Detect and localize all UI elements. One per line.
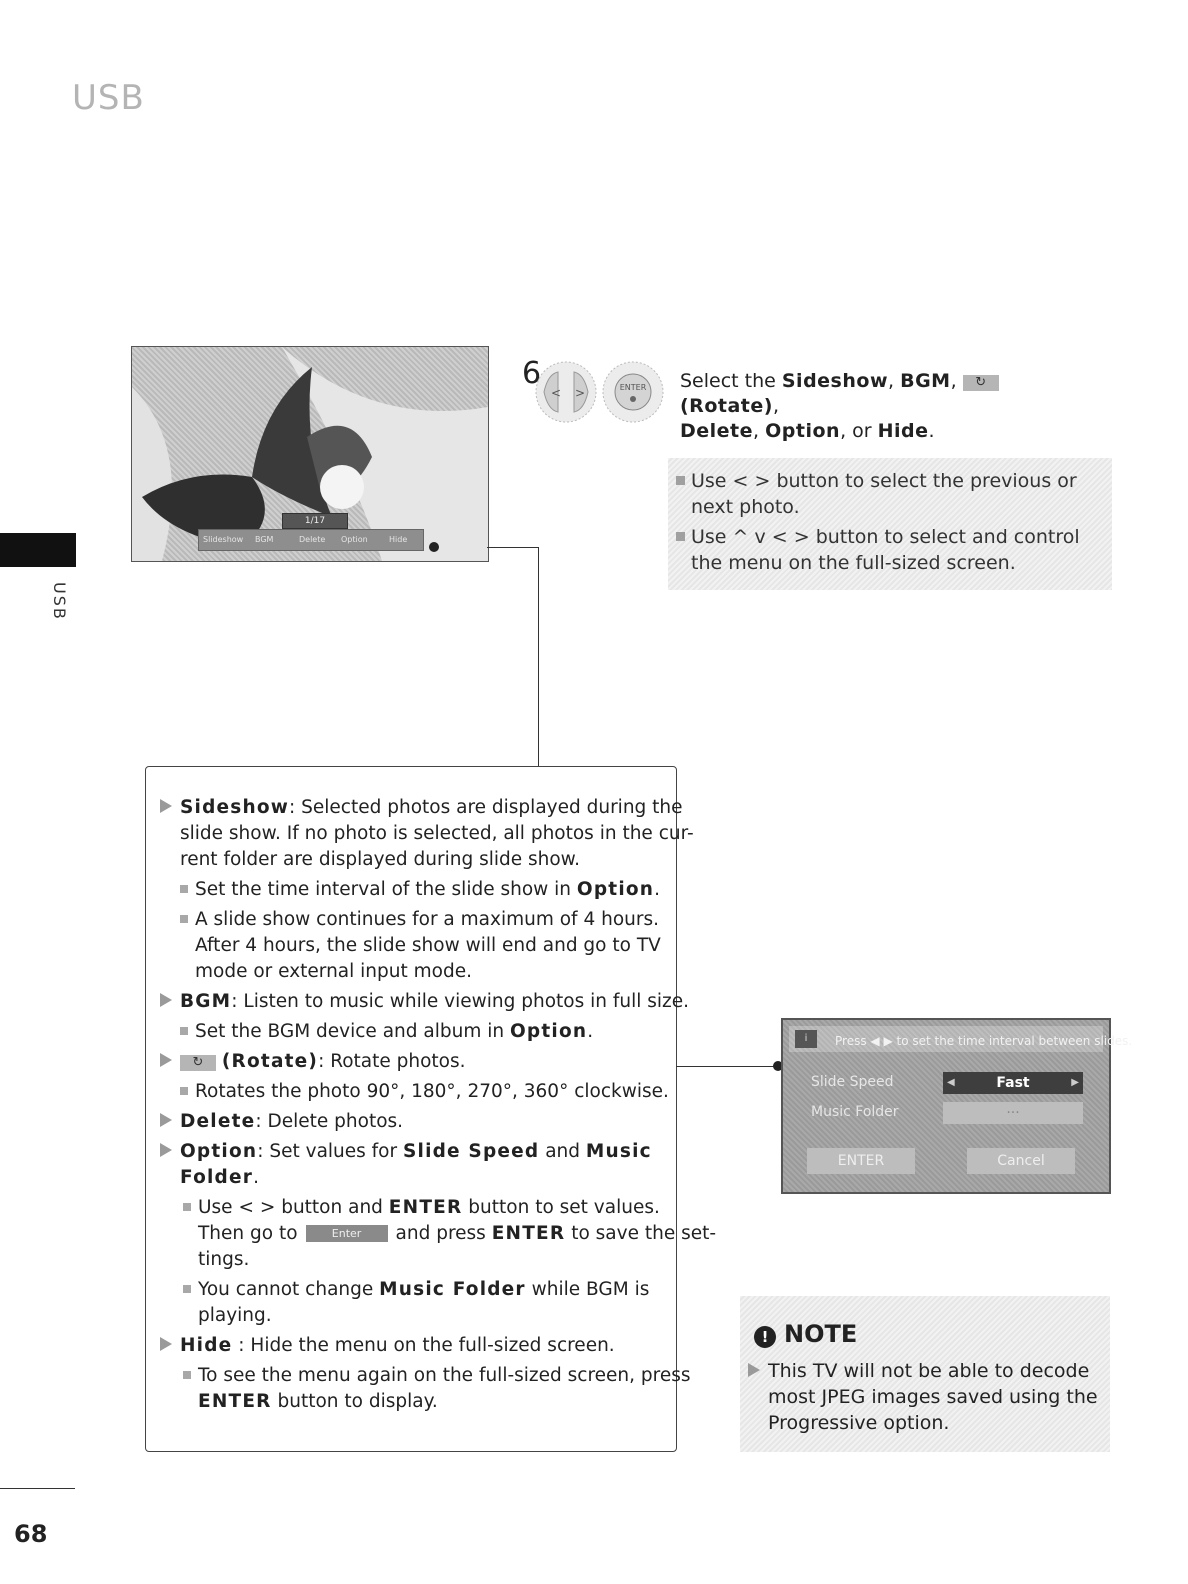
step-number: 6 xyxy=(522,356,542,391)
tip-2-line-1: Use ^ v < > button to select and control xyxy=(676,526,1080,548)
hide-item: Hide : Hide the menu on the full-sized screen. xyxy=(160,1335,615,1356)
music-folder-field[interactable]: ··· xyxy=(943,1102,1083,1124)
bullet-square-icon xyxy=(676,532,685,541)
arrow-bullet-icon xyxy=(160,1337,172,1351)
photo-counter: 1/17 xyxy=(282,513,348,529)
photo-preview xyxy=(131,346,489,562)
step-period: . xyxy=(928,420,935,442)
bullet-square-icon xyxy=(676,476,685,485)
step-instruction xyxy=(680,369,1080,444)
sideshow-line-3: rent folder are displayed during slide show. xyxy=(180,849,580,870)
note-line-2: most JPEG images saved using the xyxy=(768,1386,1098,1408)
option-dialog xyxy=(781,1018,1133,1194)
note-icon: ! xyxy=(754,1326,776,1348)
info-icon: i xyxy=(795,1030,817,1048)
cancel-button[interactable]: Cancel xyxy=(967,1148,1075,1174)
sideshow-item: Sideshow: Selected photos are displayed during the xyxy=(160,797,683,818)
option-note-1: Use < > button and ENTER button to set values. xyxy=(183,1197,660,1218)
enter-key-icon: Enter xyxy=(306,1225,388,1242)
slide-speed-label: Slide Speed xyxy=(811,1074,894,1090)
bullet-square-icon xyxy=(180,1027,188,1035)
rotate-icon: ↻ xyxy=(963,375,999,391)
step-sep-4: , xyxy=(753,420,766,442)
tip-1-line-1: Use < > button to select the previous or xyxy=(676,470,1077,492)
page-number: 68 xyxy=(14,1520,48,1548)
callout-line xyxy=(487,547,539,548)
tip-2-line-2: the menu on the full-sized screen. xyxy=(691,552,1016,574)
left-right-buttons-icon xyxy=(534,360,598,424)
tip-1-line-2: next photo. xyxy=(691,496,800,518)
sideshow-note-2: A slide show continues for a maximum of 4 hours. xyxy=(180,909,659,930)
step-kw-hide: Hide xyxy=(877,420,929,442)
step-kw-sideshow: Sideshow xyxy=(781,370,888,392)
option-note-2: You cannot change Music Folder while BGM is xyxy=(183,1279,649,1300)
arrow-bullet-icon xyxy=(160,1053,172,1067)
callout-line-vertical xyxy=(538,547,539,767)
note-line-1: This TV will not be able to decode xyxy=(748,1360,1089,1382)
slide-speed-selector[interactable] xyxy=(943,1072,1083,1094)
sideshow-note-1: Set the time interval of the slide show in Option. xyxy=(180,879,660,900)
menu-item-option[interactable]: Option xyxy=(341,535,368,544)
callout-dot xyxy=(429,542,439,552)
option-line-2: Folder. xyxy=(180,1167,259,1188)
option-item: Option: Set values for Slide Speed and Music xyxy=(160,1141,652,1162)
step-text-prefix: Select the xyxy=(680,370,782,392)
bgm-note-1: Set the BGM device and album in Option. xyxy=(180,1021,593,1042)
menu-item-hide[interactable]: Hide xyxy=(389,535,408,544)
bullet-square-icon xyxy=(180,885,188,893)
option-note-1-line-3: tings. xyxy=(198,1249,250,1270)
bullet-square-icon xyxy=(180,915,188,923)
arrow-bullet-icon xyxy=(160,799,172,813)
page-number-rule xyxy=(0,1488,75,1489)
bullet-square-icon xyxy=(183,1371,191,1379)
hide-note-1-line-2: ENTER button to display. xyxy=(198,1391,438,1412)
sideshow-line-2: slide show. If no photo is selected, all photos in the cur- xyxy=(180,823,694,844)
svg-text:ENTER: ENTER xyxy=(619,383,647,392)
option-note-1-line-2: Then go to Enter and press ENTER to save the set- xyxy=(198,1223,717,1244)
svg-text:<: < xyxy=(551,386,562,400)
arrow-bullet-icon xyxy=(748,1363,760,1377)
step-sep-or: , or xyxy=(840,420,878,442)
bullet-square-icon xyxy=(180,1087,188,1095)
menu-item-delete[interactable]: Delete xyxy=(299,535,326,544)
note-box xyxy=(740,1296,1110,1452)
page-header-title: USB xyxy=(72,78,145,118)
tip-box xyxy=(668,458,1112,590)
chevron-right-icon[interactable]: ▶ xyxy=(1071,1077,1079,1088)
arrow-bullet-icon xyxy=(160,1143,172,1157)
music-folder-label: Music Folder xyxy=(811,1104,899,1120)
bullet-square-icon xyxy=(183,1285,191,1293)
step-sep-2: , xyxy=(950,370,963,392)
delete-item: Delete: Delete photos. xyxy=(160,1111,403,1132)
enter-button[interactable]: ENTER xyxy=(807,1148,915,1174)
sidebar-tab-marker xyxy=(0,533,76,567)
rotate-note-1: Rotates the photo 90°, 180°, 270°, 360° clockwise. xyxy=(180,1081,669,1102)
note-title: NOTE xyxy=(784,1320,858,1348)
hide-note-1: To see the menu again on the full-sized screen, press xyxy=(183,1365,691,1386)
chevron-left-icon[interactable]: ◀ xyxy=(947,1077,955,1088)
description-box xyxy=(145,766,717,1452)
sidebar-section-label: USB xyxy=(50,582,69,621)
sideshow-note-2-line-2: After 4 hours, the slide show will end and go to TV xyxy=(195,935,661,956)
option-hint-text: Press ◀ ▶ to set the time interval between slides. xyxy=(835,1034,1133,1048)
step-kw-bgm: BGM xyxy=(900,370,951,392)
option-callout-line xyxy=(676,1066,779,1067)
step-sep-1: , xyxy=(888,370,901,392)
note-line-3: Progressive option. xyxy=(768,1412,950,1434)
slide-speed-value: Fast xyxy=(996,1075,1030,1091)
bgm-item: BGM: Listen to music while viewing photos in full size. xyxy=(160,991,689,1012)
step-kw-option: Option xyxy=(765,420,841,442)
arrow-bullet-icon xyxy=(160,993,172,1007)
enter-button-icon xyxy=(601,360,665,424)
sideshow-note-2-line-3: mode or external input mode. xyxy=(195,961,472,982)
rotate-item: ↻ (Rotate): Rotate photos. xyxy=(160,1051,466,1072)
step-sep-3: , xyxy=(772,395,779,417)
arrow-bullet-icon xyxy=(160,1113,172,1127)
menu-item-bgm[interactable]: BGM xyxy=(255,535,274,544)
menu-item-slideshow[interactable]: Slideshow xyxy=(203,535,244,544)
svg-text:>: > xyxy=(575,386,586,400)
bullet-square-icon xyxy=(183,1203,191,1211)
photo-menu-bar xyxy=(198,529,424,551)
rotate-icon: ↻ xyxy=(180,1055,216,1071)
step-kw-delete: Delete xyxy=(680,420,754,442)
step-kw-rotate: (Rotate) xyxy=(680,395,773,417)
option-note-2-line-2: playing. xyxy=(198,1305,272,1326)
